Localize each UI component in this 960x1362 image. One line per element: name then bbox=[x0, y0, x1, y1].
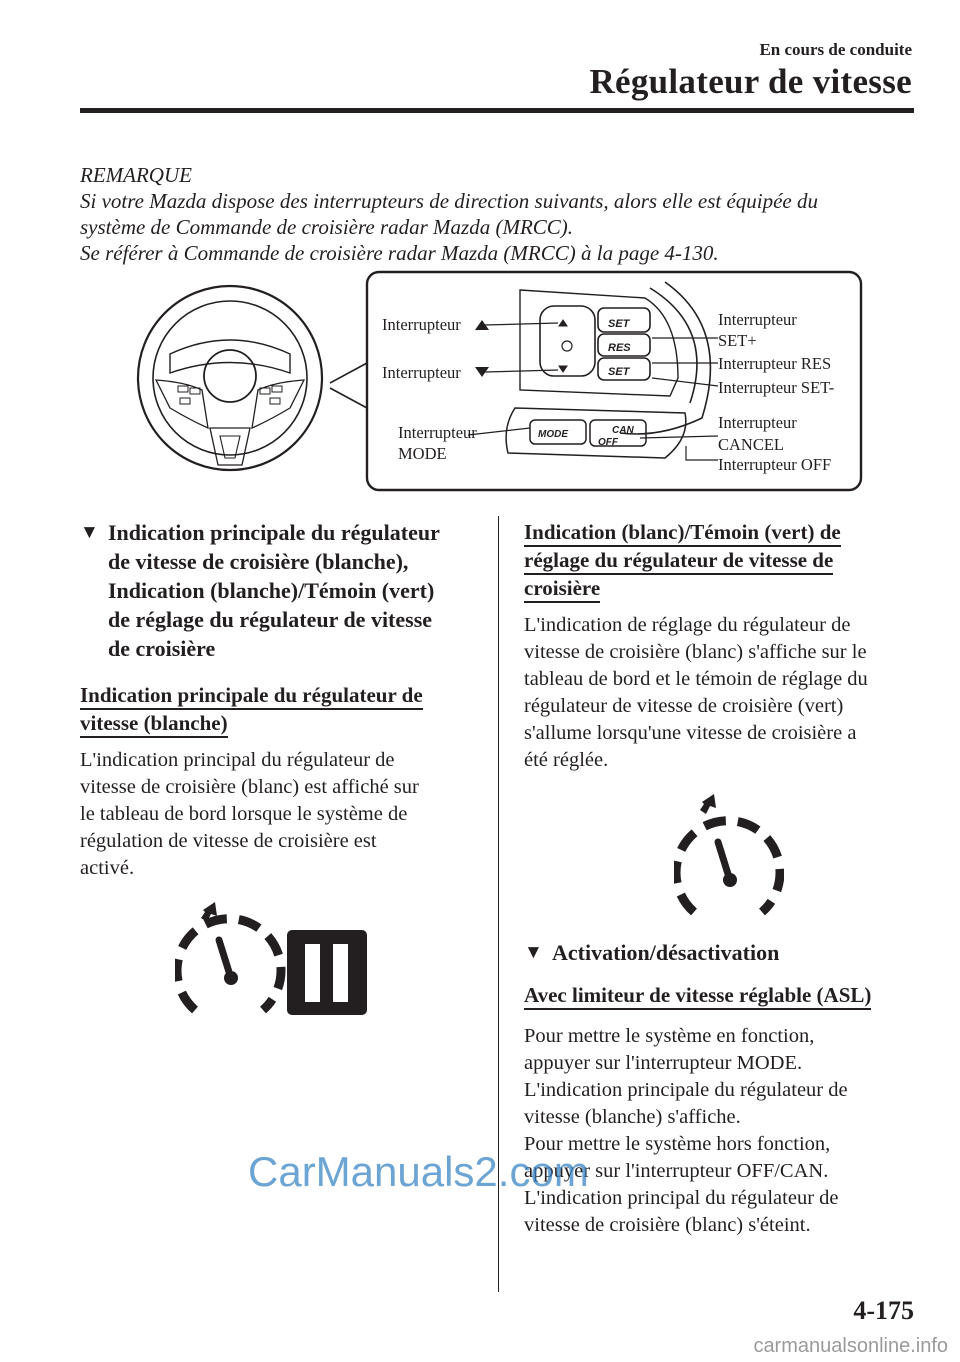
label-res: Interrupteur RES bbox=[718, 354, 832, 373]
paragraph-set-indication bbox=[524, 612, 914, 774]
act-body-line-3: L'indication principale du régulateur de bbox=[524, 1079, 848, 1101]
subheading-line-1: Indication principale du régulateur de bbox=[80, 683, 423, 710]
steering-wheel-illustration bbox=[138, 286, 322, 470]
label-set-plus-line2: SET+ bbox=[718, 331, 757, 350]
set-minus-button-label: SET bbox=[608, 366, 630, 378]
chapter-label: En cours de conduite bbox=[759, 40, 912, 59]
right-column bbox=[524, 518, 914, 1239]
watermark-carmanualsonline: carmanualsonline.info bbox=[753, 1335, 948, 1357]
set-body-line-2: vitesse de croisière (blanc) s'affiche sur le bbox=[524, 641, 867, 663]
set-body-line-1: L'indication de réglage du régulateur de bbox=[524, 614, 851, 636]
section-heading-activation bbox=[524, 938, 914, 967]
note-block bbox=[80, 162, 920, 266]
steering-switch-diagram bbox=[130, 268, 865, 493]
note-line-1: Si votre Mazda dispose des interrupteurs de direction suivants, alors elle est équipée du bbox=[80, 189, 819, 213]
activation-heading: Activation/désactivation bbox=[552, 940, 780, 965]
act-body-line-1: Pour mettre le système en fonction, bbox=[524, 1025, 815, 1047]
label-set-plus-line1: Interrupteur bbox=[718, 310, 797, 329]
callout-line-top bbox=[330, 363, 367, 383]
header-rule bbox=[80, 108, 914, 113]
act-body-line-6: appuyer sur l'interrupteur OFF/CAN. bbox=[524, 1160, 829, 1182]
watermark-carmanuals2: CarManuals2.com bbox=[248, 1148, 589, 1195]
set-body-line-4: régulateur de vitesse de croisière (vert) bbox=[524, 695, 844, 717]
label-cancel-line2: CANCEL bbox=[718, 435, 784, 454]
label-set-minus: Interrupteur SET- bbox=[718, 378, 835, 397]
subheading-main-indication bbox=[80, 681, 465, 737]
label-switch-down: Interrupteur bbox=[382, 363, 461, 382]
note-line-3: Se référer à Commande de croisière radar Mazda (MRCC) à la page 4-130. bbox=[80, 241, 719, 265]
body-line-5: activé. bbox=[80, 857, 135, 879]
triangle-down-icon: ▼ bbox=[524, 942, 543, 963]
subheading-asl-text: Avec limiteur de vitesse réglable (ASL) bbox=[524, 983, 871, 1010]
cruise-set-indicator-icon bbox=[674, 794, 784, 924]
res-button-label: RES bbox=[608, 342, 631, 354]
heading-line-2: de vitesse de croisière (blanche), bbox=[108, 549, 409, 574]
label-mode-line1: Interrupteur bbox=[398, 423, 477, 442]
left-column bbox=[80, 518, 465, 1030]
subheading-set-line-3: croisière bbox=[524, 576, 600, 603]
off-button-label: OFF bbox=[598, 437, 618, 448]
set-body-line-5: s'allume lorsqu'une vitesse de croisière a bbox=[524, 722, 857, 744]
subheading-set-line-2: réglage du régulateur de vitesse de bbox=[524, 548, 833, 575]
act-body-line-5: Pour mettre le système hors fonction, bbox=[524, 1133, 831, 1155]
paragraph-activation bbox=[524, 1023, 914, 1239]
section-heading-indication bbox=[80, 518, 465, 663]
set-body-line-3: tableau de bord et le témoin de réglage du bbox=[524, 668, 868, 690]
page-title: Régulateur de vitesse bbox=[589, 62, 912, 101]
label-switch-up: Interrupteur bbox=[382, 315, 461, 334]
heading-line-5: de croisière bbox=[108, 636, 216, 661]
cruise-main-indicator-icon bbox=[175, 900, 375, 1030]
heading-line-4: de réglage du régulateur de vitesse bbox=[108, 607, 433, 632]
heading-line-1: Indication principale du régulateur bbox=[108, 520, 440, 545]
note-line-2: système de Commande de croisière radar Mazda (MRCC). bbox=[80, 215, 574, 239]
label-cancel-line1: Interrupteur bbox=[718, 413, 797, 432]
note-title: REMARQUE bbox=[80, 163, 192, 187]
act-body-line-4: vitesse (blanche) s'affiche. bbox=[524, 1106, 741, 1128]
label-off: Interrupteur OFF bbox=[718, 455, 832, 474]
label-mode-line2: MODE bbox=[398, 444, 447, 463]
page-number: 4-175 bbox=[853, 1296, 914, 1325]
set-body-line-6: été réglée. bbox=[524, 749, 609, 771]
paragraph-main-indication bbox=[80, 747, 465, 882]
act-body-line-2: appuyer sur l'interrupteur MODE. bbox=[524, 1052, 803, 1074]
body-line-1: L'indication principal du régulateur de bbox=[80, 749, 395, 771]
triangle-down-icon: ▼ bbox=[80, 522, 99, 543]
subheading-set-indication bbox=[524, 518, 914, 602]
body-line-4: régulation de vitesse de croisière est bbox=[80, 830, 377, 852]
act-body-line-7: L'indication principal du régulateur de bbox=[524, 1187, 839, 1209]
set-plus-button-label: SET bbox=[608, 318, 630, 330]
subheading-line-2: vitesse (blanche) bbox=[80, 711, 228, 738]
act-body-line-8: vitesse de croisière (blanc) s'éteint. bbox=[524, 1214, 811, 1236]
subheading-set-line-1: Indication (blanc)/Témoin (vert) de bbox=[524, 520, 841, 547]
body-line-3: le tableau de bord lorsque le système de bbox=[80, 803, 408, 825]
can-button-label: CAN bbox=[612, 425, 634, 436]
subheading-asl bbox=[524, 981, 914, 1009]
heading-line-3: Indication (blanche)/Témoin (vert) bbox=[108, 578, 435, 603]
callout-line-bottom bbox=[330, 388, 367, 408]
body-line-2: vitesse de croisière (blanc) est affiché sur bbox=[80, 776, 419, 798]
mode-button-label: MODE bbox=[538, 429, 568, 440]
